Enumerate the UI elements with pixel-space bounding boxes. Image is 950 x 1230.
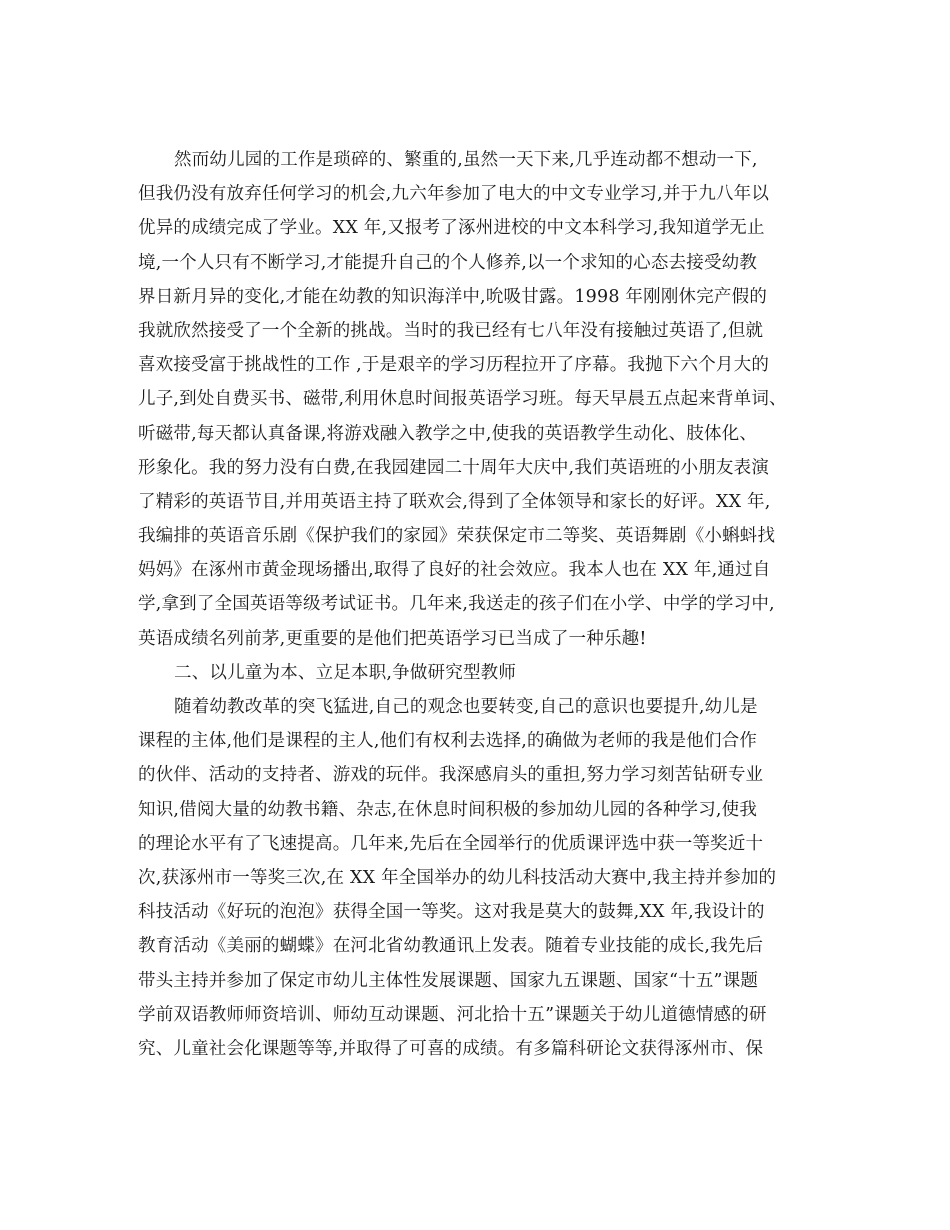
text-line: 知识,借阅大量的幼教书籍、杂志,在休息时间积极的参加幼儿园的各种学习,使我 xyxy=(138,799,758,820)
text-line: 次,获涿州市一等奖三次,在 XX 年全国举办的幼儿科技活动大赛中,我主持并参加的 xyxy=(138,867,777,888)
text-line: 学,拿到了全国英语等级考试证书。几年来,我送走的孩子们在小学、中学的学习中, xyxy=(138,594,775,615)
text-line: 科技活动《好玩的泡泡》获得全国一等奖。这对我是莫大的鼓舞,XX 年,我设计的 xyxy=(138,902,765,923)
text-line: 妈妈》在涿州市黄金现场播出,取得了良好的社会效应。我本人也在 XX 年,通过自 xyxy=(138,560,771,581)
document-body xyxy=(138,143,812,1066)
text-line: 随着幼教改革的突飞猛进,自己的观念也要转变,自己的意识也要提升,幼儿是 xyxy=(174,697,758,717)
text-line: 但我仍没有放弃任何学习的机会,九六年参加了电大的中文专业学习,并于九八年以 xyxy=(138,184,770,205)
text-line: 带头主持并参加了保定市幼儿主体性发展课题、国家九五课题、国家“十五”课题 xyxy=(138,970,759,991)
text-line: 教育活动《美丽的蝴蝶》在河北省幼教通讯上发表。随着专业技能的成长,我先后 xyxy=(138,936,764,957)
text-line: 界日新月异的变化,才能在幼教的知识海洋中,吮吸甘露。1998 年刚刚休完产假的 xyxy=(138,286,768,307)
text-line: 的理论水平有了飞速提高。几年来,先后在全园举行的优质课评选中获一等奖近十 xyxy=(138,833,764,854)
text-line: 喜欢接受富于挑战性的工作 ,于是艰辛的学习历程拉开了序幕。我抛下六个月大的 xyxy=(138,355,770,376)
text-line: 课程的主体,他们是课程的主人,他们有权利去选择,的确做为老师的我是他们合作 xyxy=(138,731,758,752)
text-line: 境,一个人只有不断学习,才能提升自己的个人修养,以一个求知的心态去接受幼教 xyxy=(138,252,758,273)
text-line: 了精彩的英语节目,并用英语主持了联欢会,得到了全体领导和家长的好评。XX 年, xyxy=(138,491,771,512)
text-line: 的伙伴、活动的支持者、游戏的玩伴。我深感肩头的重担,努力学习刻苦钻研专业 xyxy=(138,765,764,786)
text-line: 形象化。我的努力没有白费,在我园建园二十周年大庆中,我们英语班的小朋友表演 xyxy=(138,457,770,478)
text-line: 究、儿童社会化课题等等,并取得了可喜的成绩。有多篇科研论文获得涿州市、保 xyxy=(138,1038,764,1059)
text-line: 学前双语教师师资培训、师幼互动课题、河北拾十五”课题关于幼儿道德情感的研 xyxy=(138,1004,767,1025)
text-line: 我就欣然接受了一个全新的挑战。当时的我已经有七八年没有接触过英语了,但就 xyxy=(138,320,764,341)
text-line: 儿子,到处自费买书、磁带,利用休息时间报英语学习班。每天早晨五点起来背单词、 xyxy=(138,389,787,410)
text-line: 我编排的英语音乐剧《保护我们的家园》荣获保定市二等奖、英语舞剧《小蝌蚪找 xyxy=(138,526,776,547)
text-line: 英语成绩名列前茅,更重要的是他们把英语学习已当成了一种乐趣! xyxy=(138,628,647,649)
text-line: 然而幼儿园的工作是琐碎的、繁重的,虽然一天下来,几乎连动都不想动一下, xyxy=(174,150,758,170)
text-line: 优异的成绩完成了学业。XX 年,又报考了涿州进校的中文本科学习,我知道学无止 xyxy=(138,218,765,239)
paragraph-1 xyxy=(138,143,812,656)
section-heading: 二、以儿童为本、立足本职,争做研究型教师 xyxy=(174,662,517,683)
text-line: 听磁带,每天都认真备课,将游戏融入教学之中,使我的英语教学生动化、肢体化、 xyxy=(138,423,758,444)
paragraph-2 xyxy=(138,690,812,1066)
